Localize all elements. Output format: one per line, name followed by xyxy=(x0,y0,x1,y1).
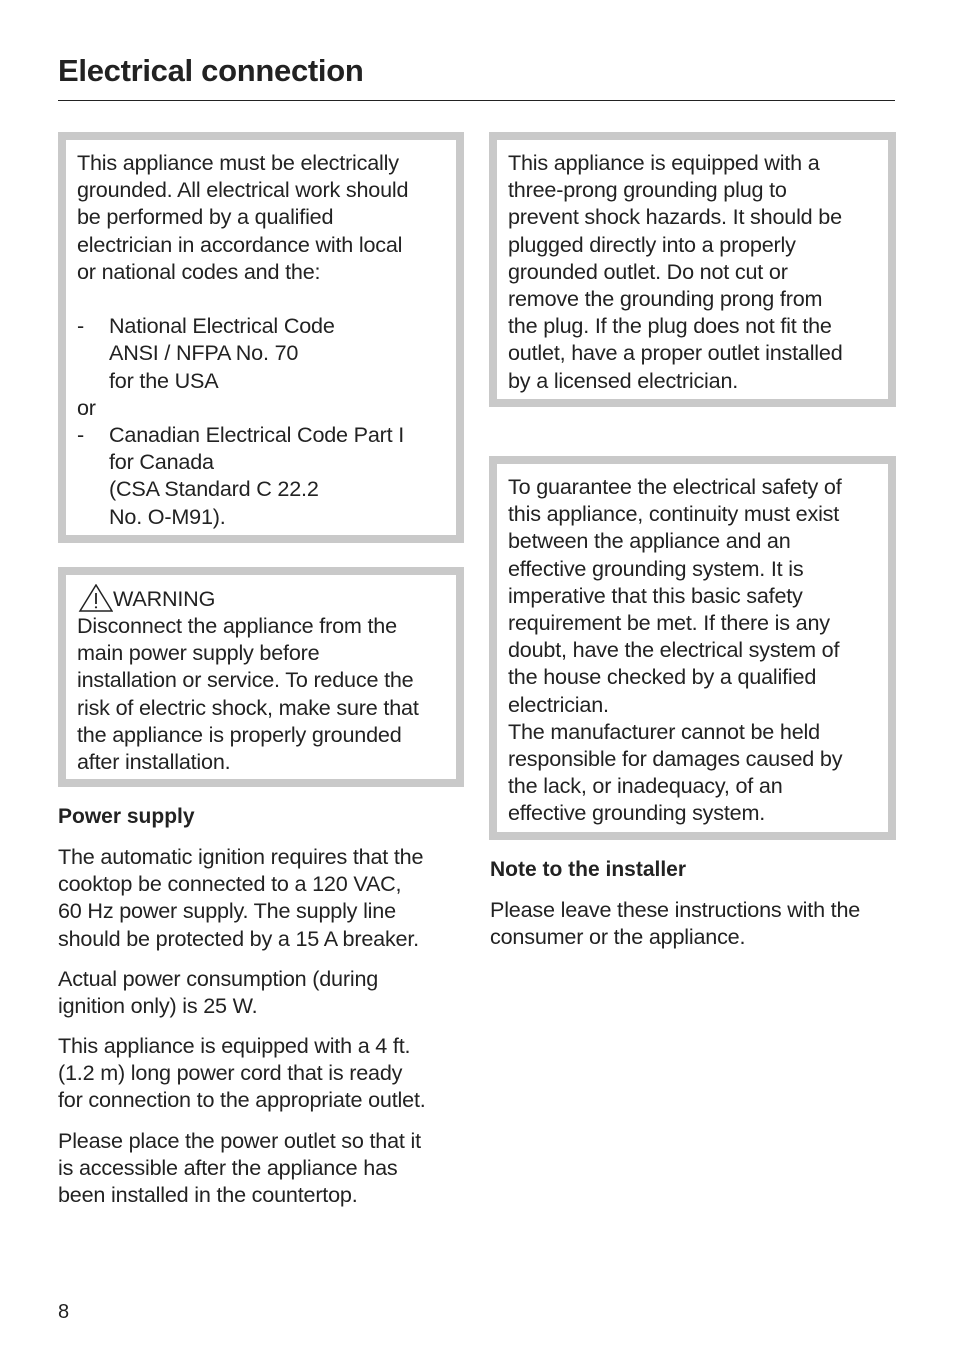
electrical-safety-box xyxy=(489,456,896,840)
warning-label-line xyxy=(77,584,446,612)
grounding-plug-text: This appliance is equipped with a three-prong grounding plug to prevent shock hazards. It should be plugged directly into a properly grounded outlet. Do not cut or remove the grounding prong from the plug. If the plug does not fit the outlet, have a proper outlet installed by a licensed electrician. xyxy=(508,150,843,393)
power-supply-heading: Power supply xyxy=(58,805,195,828)
power-supply-paragraph-3: This appliance is equipped with a 4 ft. (1.2 m) long power cord that is ready for connection to the appropriate outlet. xyxy=(58,1033,426,1113)
warning-triangle-icon xyxy=(77,584,113,612)
installer-note-text: Please leave these instructions with the consumer or the appliance. xyxy=(490,897,861,950)
page-number: 8 xyxy=(58,1301,70,1323)
or-separator: or xyxy=(77,394,96,420)
power-supply-paragraph-1: The automatic ignition requires that the cooktop be connected to a 120 VAC, 60 Hz power supply. The supply line should be protected by a 15 A breaker. xyxy=(58,844,424,951)
warning-box xyxy=(58,567,464,787)
grounding-intro: This appliance must be electrically grounded. All electrical work should be performed by a qualified electrician in accordance with local or national codes and the: xyxy=(77,150,409,284)
code-item-canada: - Canadian Electrical Code Part I for Canada (CSA Standard C 22.2 No. O-M91). xyxy=(77,422,405,529)
page-title: Electrical connection xyxy=(58,53,364,88)
grounding-requirements-box xyxy=(58,132,464,543)
installer-note-heading: Note to the installer xyxy=(490,858,687,881)
power-supply-paragraph-2: Actual power consumption (during ignition only) is 25 W. xyxy=(58,966,379,1019)
title-rule xyxy=(58,100,895,101)
power-supply-paragraph-4: Please place the power outlet so that it is accessible after the appliance has been installed in the countertop. xyxy=(58,1128,421,1208)
code-item-usa: - National Electrical Code ANSI / NFPA No. 70 for the USA xyxy=(77,313,335,393)
electrical-safety-text: To guarantee the electrical safety of this appliance, continuity must exist between the appliance and an effective grounding system. It is imperative that this basic safety requirement be met. If there is any doubt, have the electrical system of the house checked by a qualified electrician. The manufacturer cannot be held responsible for damages caused by the lack, or inadequacy, of an effective grounding system. xyxy=(508,474,843,826)
warning-text: Disconnect the appliance from the main power supply before installation or service. To reduce the risk of electric shock, make sure that the appliance is properly grounded after installation. xyxy=(77,613,419,775)
grounding-plug-box xyxy=(489,132,896,407)
warning-label: WARNING xyxy=(113,585,216,611)
